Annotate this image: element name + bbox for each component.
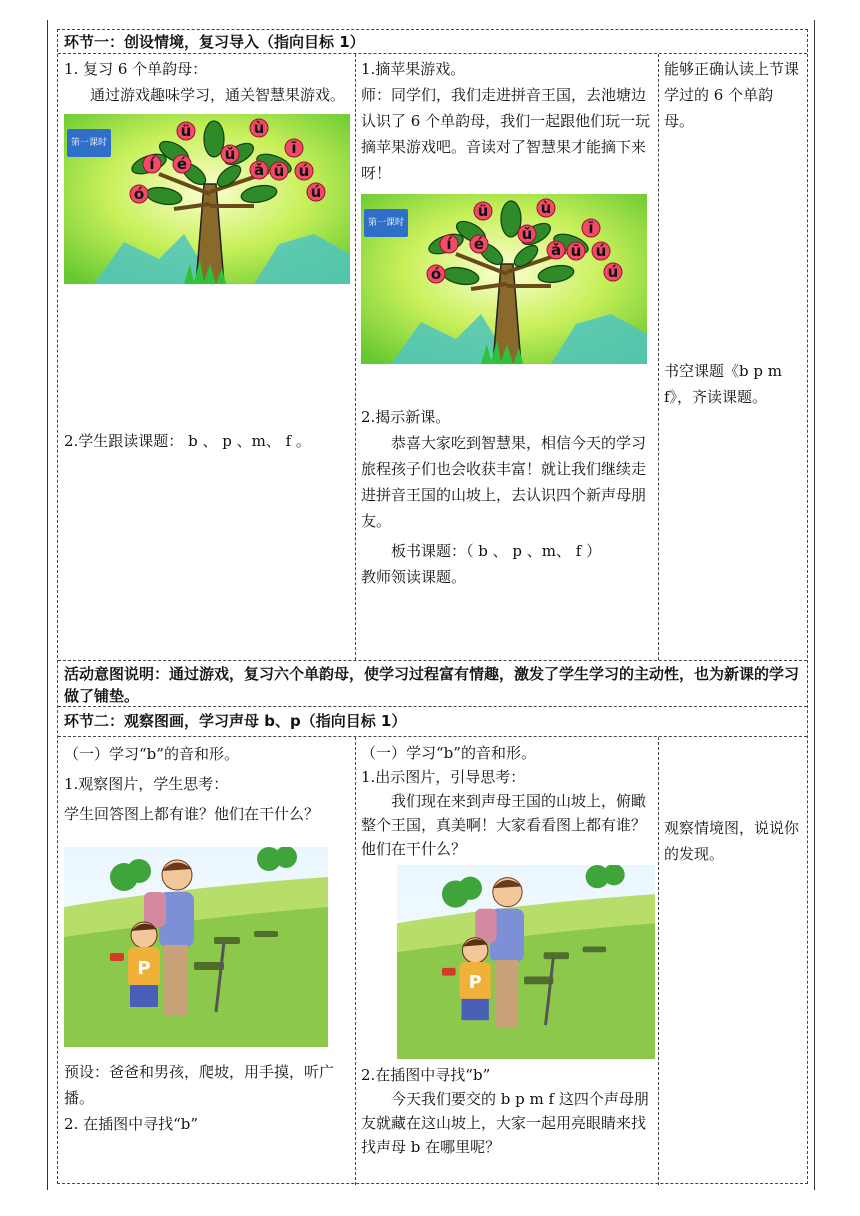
fruit-letter[interactable]: ī <box>291 139 297 157</box>
section2-header-row <box>58 707 807 737</box>
fruit-letter[interactable]: ǎ <box>550 241 562 259</box>
fruit-letter[interactable]: ù <box>253 119 265 137</box>
fruit-letter[interactable]: ü <box>477 202 489 220</box>
fruit-letter[interactable]: é <box>473 235 485 253</box>
section2-header: 环节二：观察图画，学习声母 b、p（指向目标 1） <box>64 712 407 730</box>
section1-header: 环节一：创设情境，复习导入（指向目标 1） <box>64 33 365 51</box>
section1-body-row <box>58 54 807 661</box>
apple-tree-game-image-2 <box>361 194 647 364</box>
note-title: 书空课题《b p m f》，齐读课题。 <box>664 362 782 406</box>
section2-student-column <box>58 737 355 1185</box>
section2-notes-column <box>658 737 809 1185</box>
section2-body-row <box>58 737 807 1185</box>
hill-scene-image-1 <box>64 847 328 1047</box>
lesson-plan-table <box>57 29 808 1184</box>
fruit-letter[interactable]: í <box>446 235 452 253</box>
activity-intent: 活动意图说明：通过游戏，复习六个单韵母，使学习过程富有情趣，激发了学生学习的主动性，也为新课的学习做了铺垫。 <box>64 665 800 705</box>
father-son-hill-illustration <box>64 847 328 1047</box>
fruit-letter[interactable]: ù <box>540 199 552 217</box>
fruit-letter[interactable]: ū <box>570 242 582 260</box>
fruit-letter[interactable]: ú <box>607 263 619 281</box>
preset-answer: 预设：爸爸和男孩，爬坡，用手摸，听广播。 <box>64 1063 335 1107</box>
game-title: 1.摘苹果游戏。 <box>361 60 466 78</box>
lesson-badge: 第一课时 <box>67 129 111 157</box>
observe-question: 学生回答图上都有谁？他们在干什么？ <box>64 805 320 823</box>
fruit-letter[interactable]: ó <box>133 185 145 203</box>
fruit-letter[interactable]: í <box>149 155 155 173</box>
apple-tree-game-image-1 <box>64 114 350 284</box>
section2-teacher-column <box>355 737 658 1185</box>
note-review: 能够正确认读上节课学过的 6 个单韵母。 <box>664 60 800 130</box>
find-b-text: 今天我们要交的 b p m f 这四个声母朋友就藏在这山坡上，大家一起用亮眼睛来找找声母 b 在哪里呢？ <box>361 1090 649 1156</box>
fruit-letter[interactable]: ó <box>430 265 442 283</box>
board-title: 板书课题：（ b 、 p 、m、 f ） <box>391 542 602 560</box>
fruit-letter[interactable]: ü <box>180 122 192 140</box>
fruit-letter[interactable]: ǔ <box>521 225 533 243</box>
fruit-letter[interactable]: ī <box>588 219 594 237</box>
lesson-badge: 第一课时 <box>364 209 408 237</box>
reveal-text: 恭喜大家吃到智慧果，相信今天的学习旅程孩子们也会收获丰富！就让我们继续走进拼音王国的山坡上，去认识四个新声母朋友。 <box>361 434 647 530</box>
show-picture-item: 1.出示图片，引导思考： <box>361 768 526 786</box>
review-desc: 通过游戏趣味学习，通关智慧果游戏。 <box>90 86 346 104</box>
section1-header-row <box>58 30 807 54</box>
fruit-letter[interactable]: ū <box>273 162 285 180</box>
find-b-item: 2. 在插图中寻找“b” <box>64 1115 199 1133</box>
show-picture-text: 我们现在来到声母王国的山坡上，俯瞰整个王国，真美啊！大家看看图上都有谁？他们在干什么？ <box>361 792 647 858</box>
fruit-letter[interactable]: é <box>176 155 188 173</box>
fruit-letter[interactable]: ú <box>298 162 310 180</box>
section1-notes-column <box>658 54 809 660</box>
shirt-letter: P <box>468 973 482 994</box>
intent-row <box>58 661 807 707</box>
fruit-letter[interactable]: ǎ <box>253 161 265 179</box>
observe-item: 1.观察图片，学生思考： <box>64 775 229 793</box>
father-son-hill-illustration <box>397 865 655 1059</box>
section1-student-column <box>58 54 355 660</box>
shirt-letter: P <box>137 958 151 979</box>
section1-teacher-column <box>355 54 658 660</box>
teacher-read: 教师领读课题。 <box>361 568 467 586</box>
find-b-item: 2.在插图中寻找“b” <box>361 1066 491 1084</box>
reveal-title: 2.揭示新课。 <box>361 408 451 426</box>
fruit-letter[interactable]: ǔ <box>224 145 236 163</box>
student-read-title: 2.学生跟读课题： b 、 p 、m、 f 。 <box>64 432 311 450</box>
hill-scene-image-2 <box>397 865 655 1059</box>
fruit-letter[interactable]: ú <box>310 183 322 201</box>
fruit-letter[interactable]: ú <box>595 242 607 260</box>
note-observe: 观察情境图，说说你的发现。 <box>664 819 800 863</box>
learn-b-title: （一）学习“b”的音和形。 <box>64 745 239 763</box>
page-frame <box>47 20 815 1190</box>
game-instruction: 师：同学们，我们走进拼音王国，去池塘边认识了 6 个单韵母，我们一起跟他们玩一玩摘苹果游戏吧。音读对了智慧果才能摘下来呀！ <box>361 86 651 182</box>
review-item: 1. 复习 6 个单韵母： <box>64 60 208 78</box>
learn-b-title: （一）学习“b”的音和形。 <box>361 744 536 762</box>
